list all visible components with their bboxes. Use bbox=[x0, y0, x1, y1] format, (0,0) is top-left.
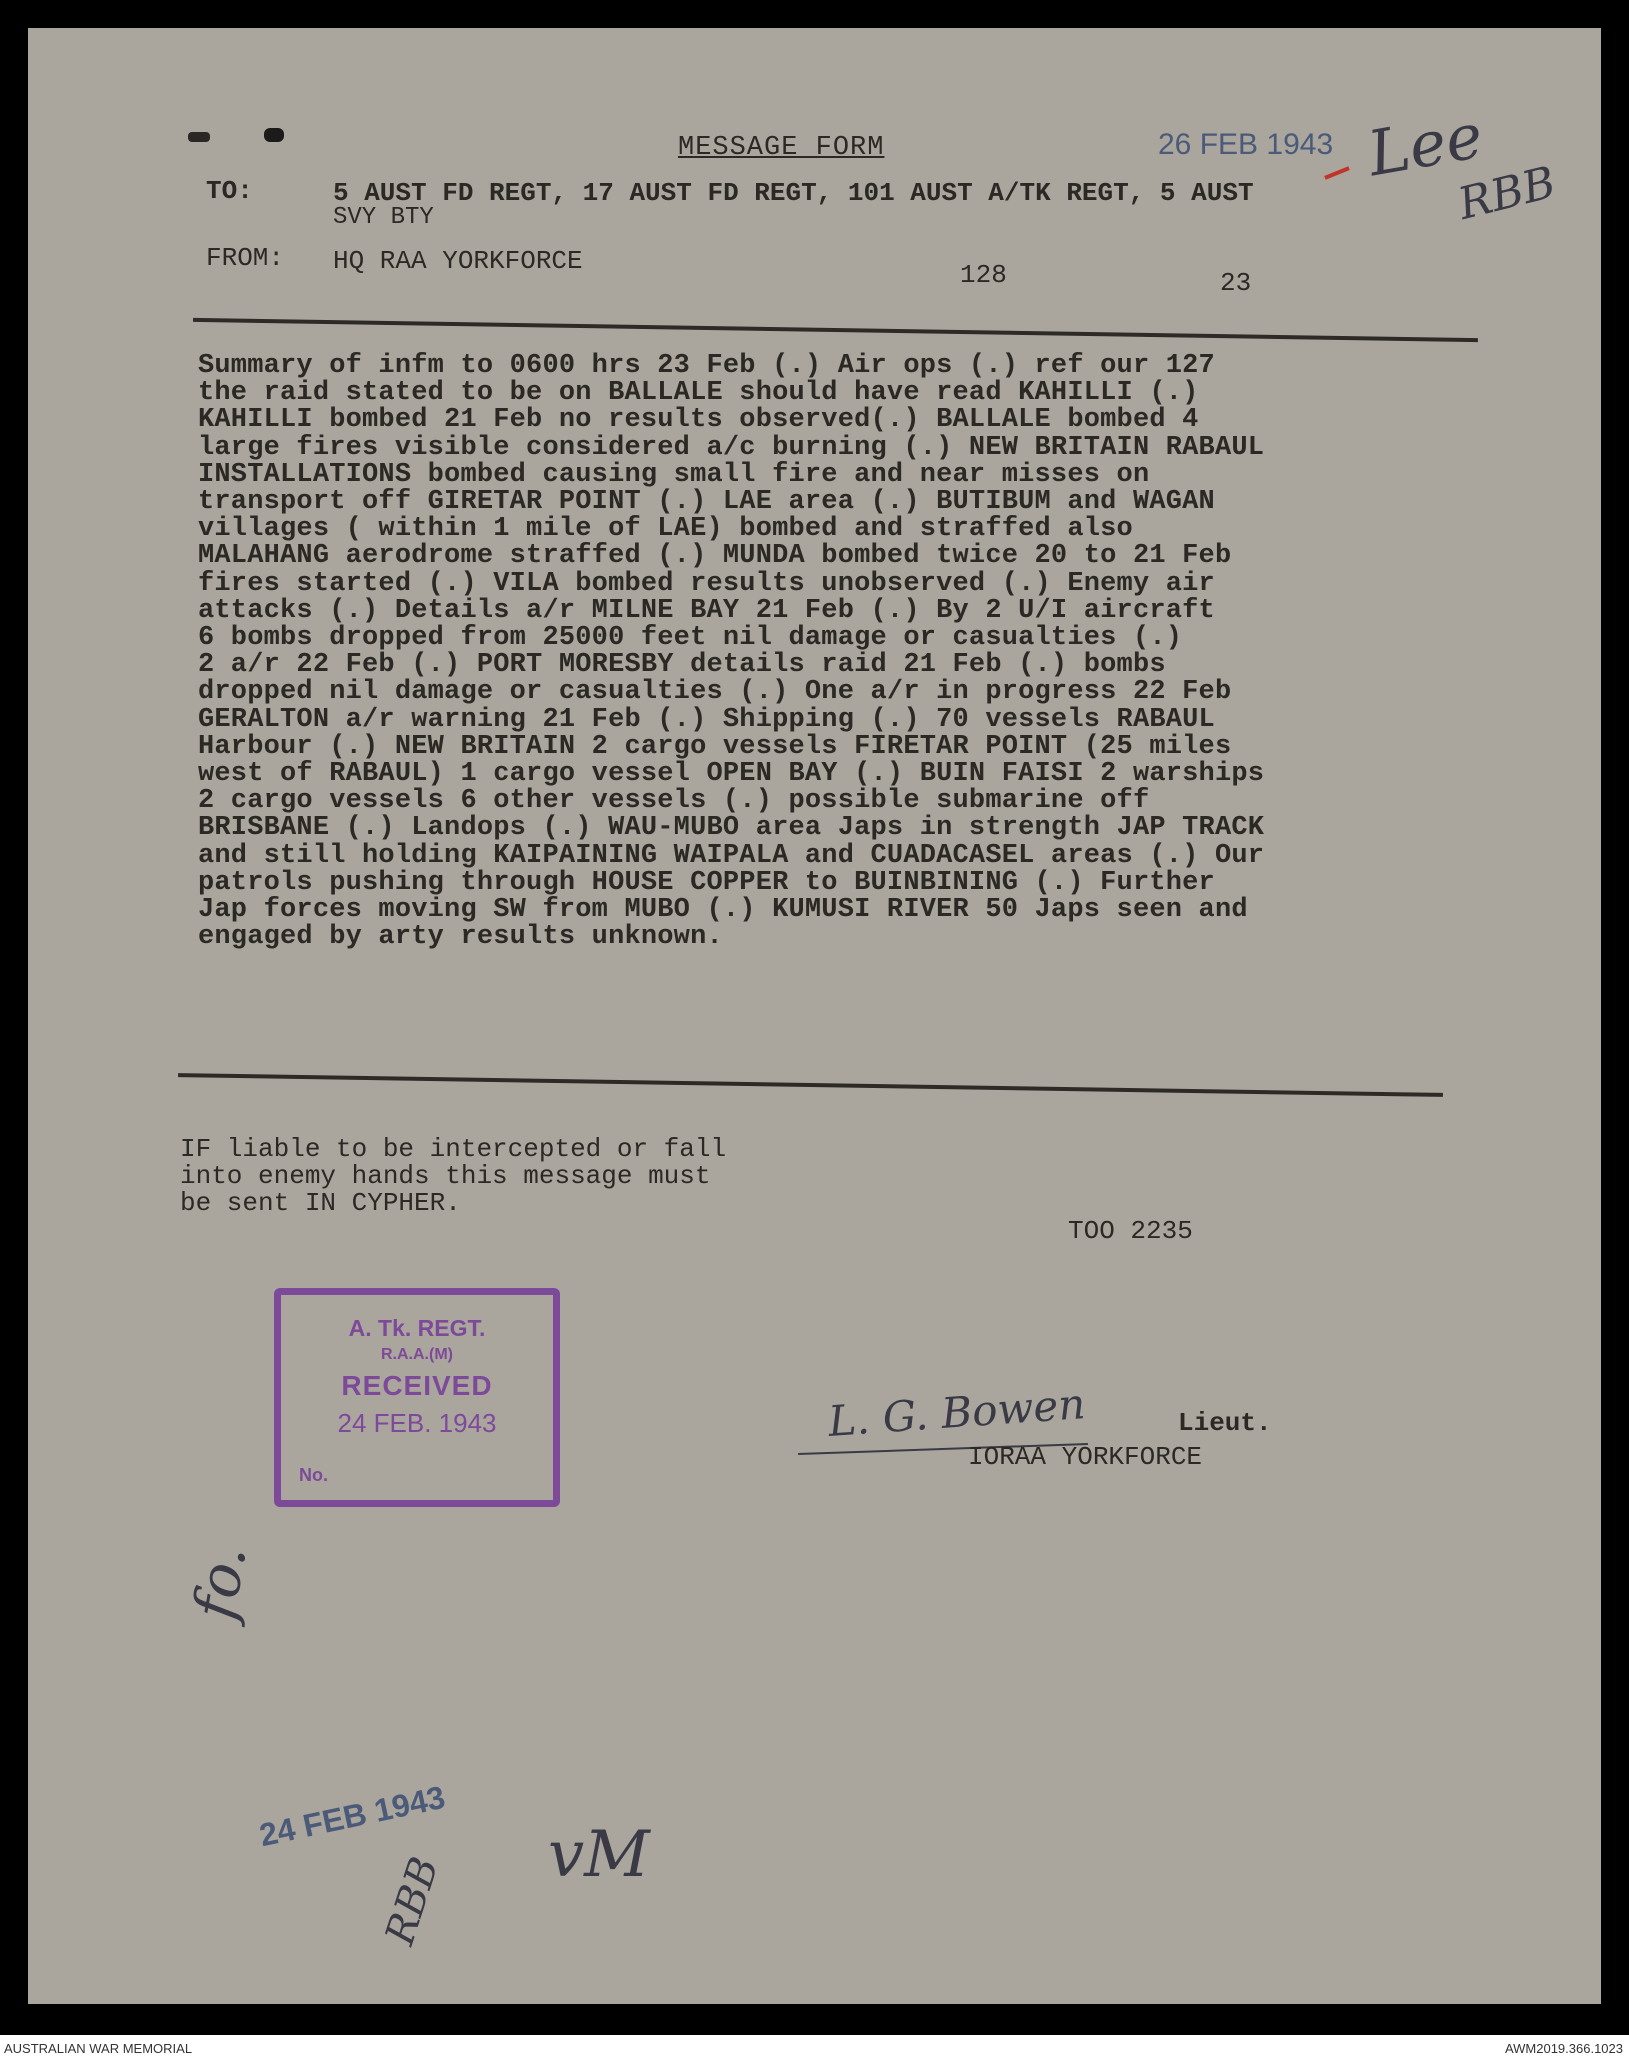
header-divider bbox=[193, 318, 1478, 342]
punch-mark bbox=[264, 128, 284, 142]
bottom-date-stamp: 24 FEB 1943 bbox=[256, 1778, 449, 1854]
handwritten-initials: RBB bbox=[1453, 156, 1561, 231]
to-label: TO: bbox=[206, 176, 253, 206]
stamp-number: No. bbox=[299, 1465, 328, 1485]
message-body: Summary of infm to 0600 hrs 23 Feb (.) Air ops (.) ref our 127 the raid stated to be on BALLALE should have read KAHILLI (.) KAHILLI bombed 21 Feb no results observed(.) BALLALE bombed 4 large fires visible considered a/c burning (.) NEW BRITAIN RABAUL INSTALLATIONS bombed causing small fire and near misses on transport off GIRETAR POINT (.) LAE area (.) BUTIBUM and WAGAN villages ( within 1 mile of LAE) bombed and straffed also MALAHANG aerodrome straffed (.) MUNDA bombed twice 20 to 21 Feb fires started (.) VILA bombed results unobserved (.) Enemy air attacks (.) Details a/r MILNE BAY 21 Feb (.) By 2 U/I aircraft 6 bombs dropped from 25000 feet nil damage or casualties (.) 2 a/r 22 Feb (.) PORT MORESBY details raid 21 Feb (.) bombs dropped nil damage or casualties (.) One a/r in progress 22 Feb GERALTON a/r warning 21 Feb (.) Shipping (.) 70 vessels RABAUL Harbour (.) NEW BRITAIN 2 cargo vessels FIRETAR POINT (25 miles west of RABAUL) 1 cargo vessel OPEN BAY (.) BUIN FAISI 2 warships 2 cargo vessels 6 other vessels (.) possible submarine off BRISBANE (.) Landops (.) WAU-MUBO area Japs in strength JAP TRACK and still holding KAIPAINING WAIPALA and CUADACASEL areas (.) Our patrols pushing through HOUSE COPPER to BUINBINING (.) Further Jap forces moving SW from MUBO (.) KUMUSI RIVER 50 Japs seen and engaged by arty results unknown. bbox=[198, 351, 1265, 953]
archive-footer bbox=[0, 2035, 1629, 2061]
archive-reference: AWM2019.366.1023 bbox=[1504, 2041, 1623, 2056]
stamp-unit: A. Tk. REGT. bbox=[348, 1315, 486, 1341]
body-divider bbox=[178, 1073, 1443, 1097]
form-title: MESSAGE FORM bbox=[678, 133, 885, 163]
signature: L. G. Bowen bbox=[826, 1379, 1087, 1446]
reference-number: 128 bbox=[960, 260, 1007, 290]
cypher-note: IF liable to be intercepted or fall into enemy hands this message must be sent IN CYPHER. bbox=[180, 1134, 727, 1218]
top-date-stamp: 26 FEB 1943 bbox=[1158, 128, 1334, 161]
to-line-1: 5 AUST FD REGT, 17 AUST FD REGT, 101 AUST A/TK REGT, 5 AUST bbox=[333, 178, 1254, 208]
stamp-received-label: RECEIVED bbox=[341, 1370, 493, 1401]
reference-day: 23 bbox=[1220, 268, 1252, 298]
red-tick-mark bbox=[1324, 166, 1350, 179]
stamp-sub: R.A.A.(M) bbox=[381, 1346, 453, 1363]
handwritten-initials: RBB bbox=[376, 1851, 449, 1951]
handwritten-initials: Lee bbox=[1362, 98, 1489, 191]
signer-rank: Lieut. bbox=[1178, 1408, 1272, 1438]
handwritten-mark: vM bbox=[548, 1818, 650, 1892]
received-stamp bbox=[274, 1288, 560, 1507]
time-of-origin: TOO 2235 bbox=[1068, 1216, 1193, 1246]
to-line-2: SVY BTY bbox=[333, 204, 434, 231]
archive-institution: AUSTRALIAN WAR MEMORIAL bbox=[4, 2041, 193, 2056]
from-value: HQ RAA YORKFORCE bbox=[333, 246, 583, 276]
from-label: FROM: bbox=[206, 243, 285, 273]
signer-unit: IORAA YORKFORCE bbox=[968, 1442, 1203, 1472]
document-page bbox=[28, 28, 1601, 2004]
stamp-date: 24 FEB. 1943 bbox=[337, 1408, 497, 1438]
handwritten-note: fo. bbox=[180, 1539, 260, 1625]
punch-mark bbox=[188, 132, 210, 142]
